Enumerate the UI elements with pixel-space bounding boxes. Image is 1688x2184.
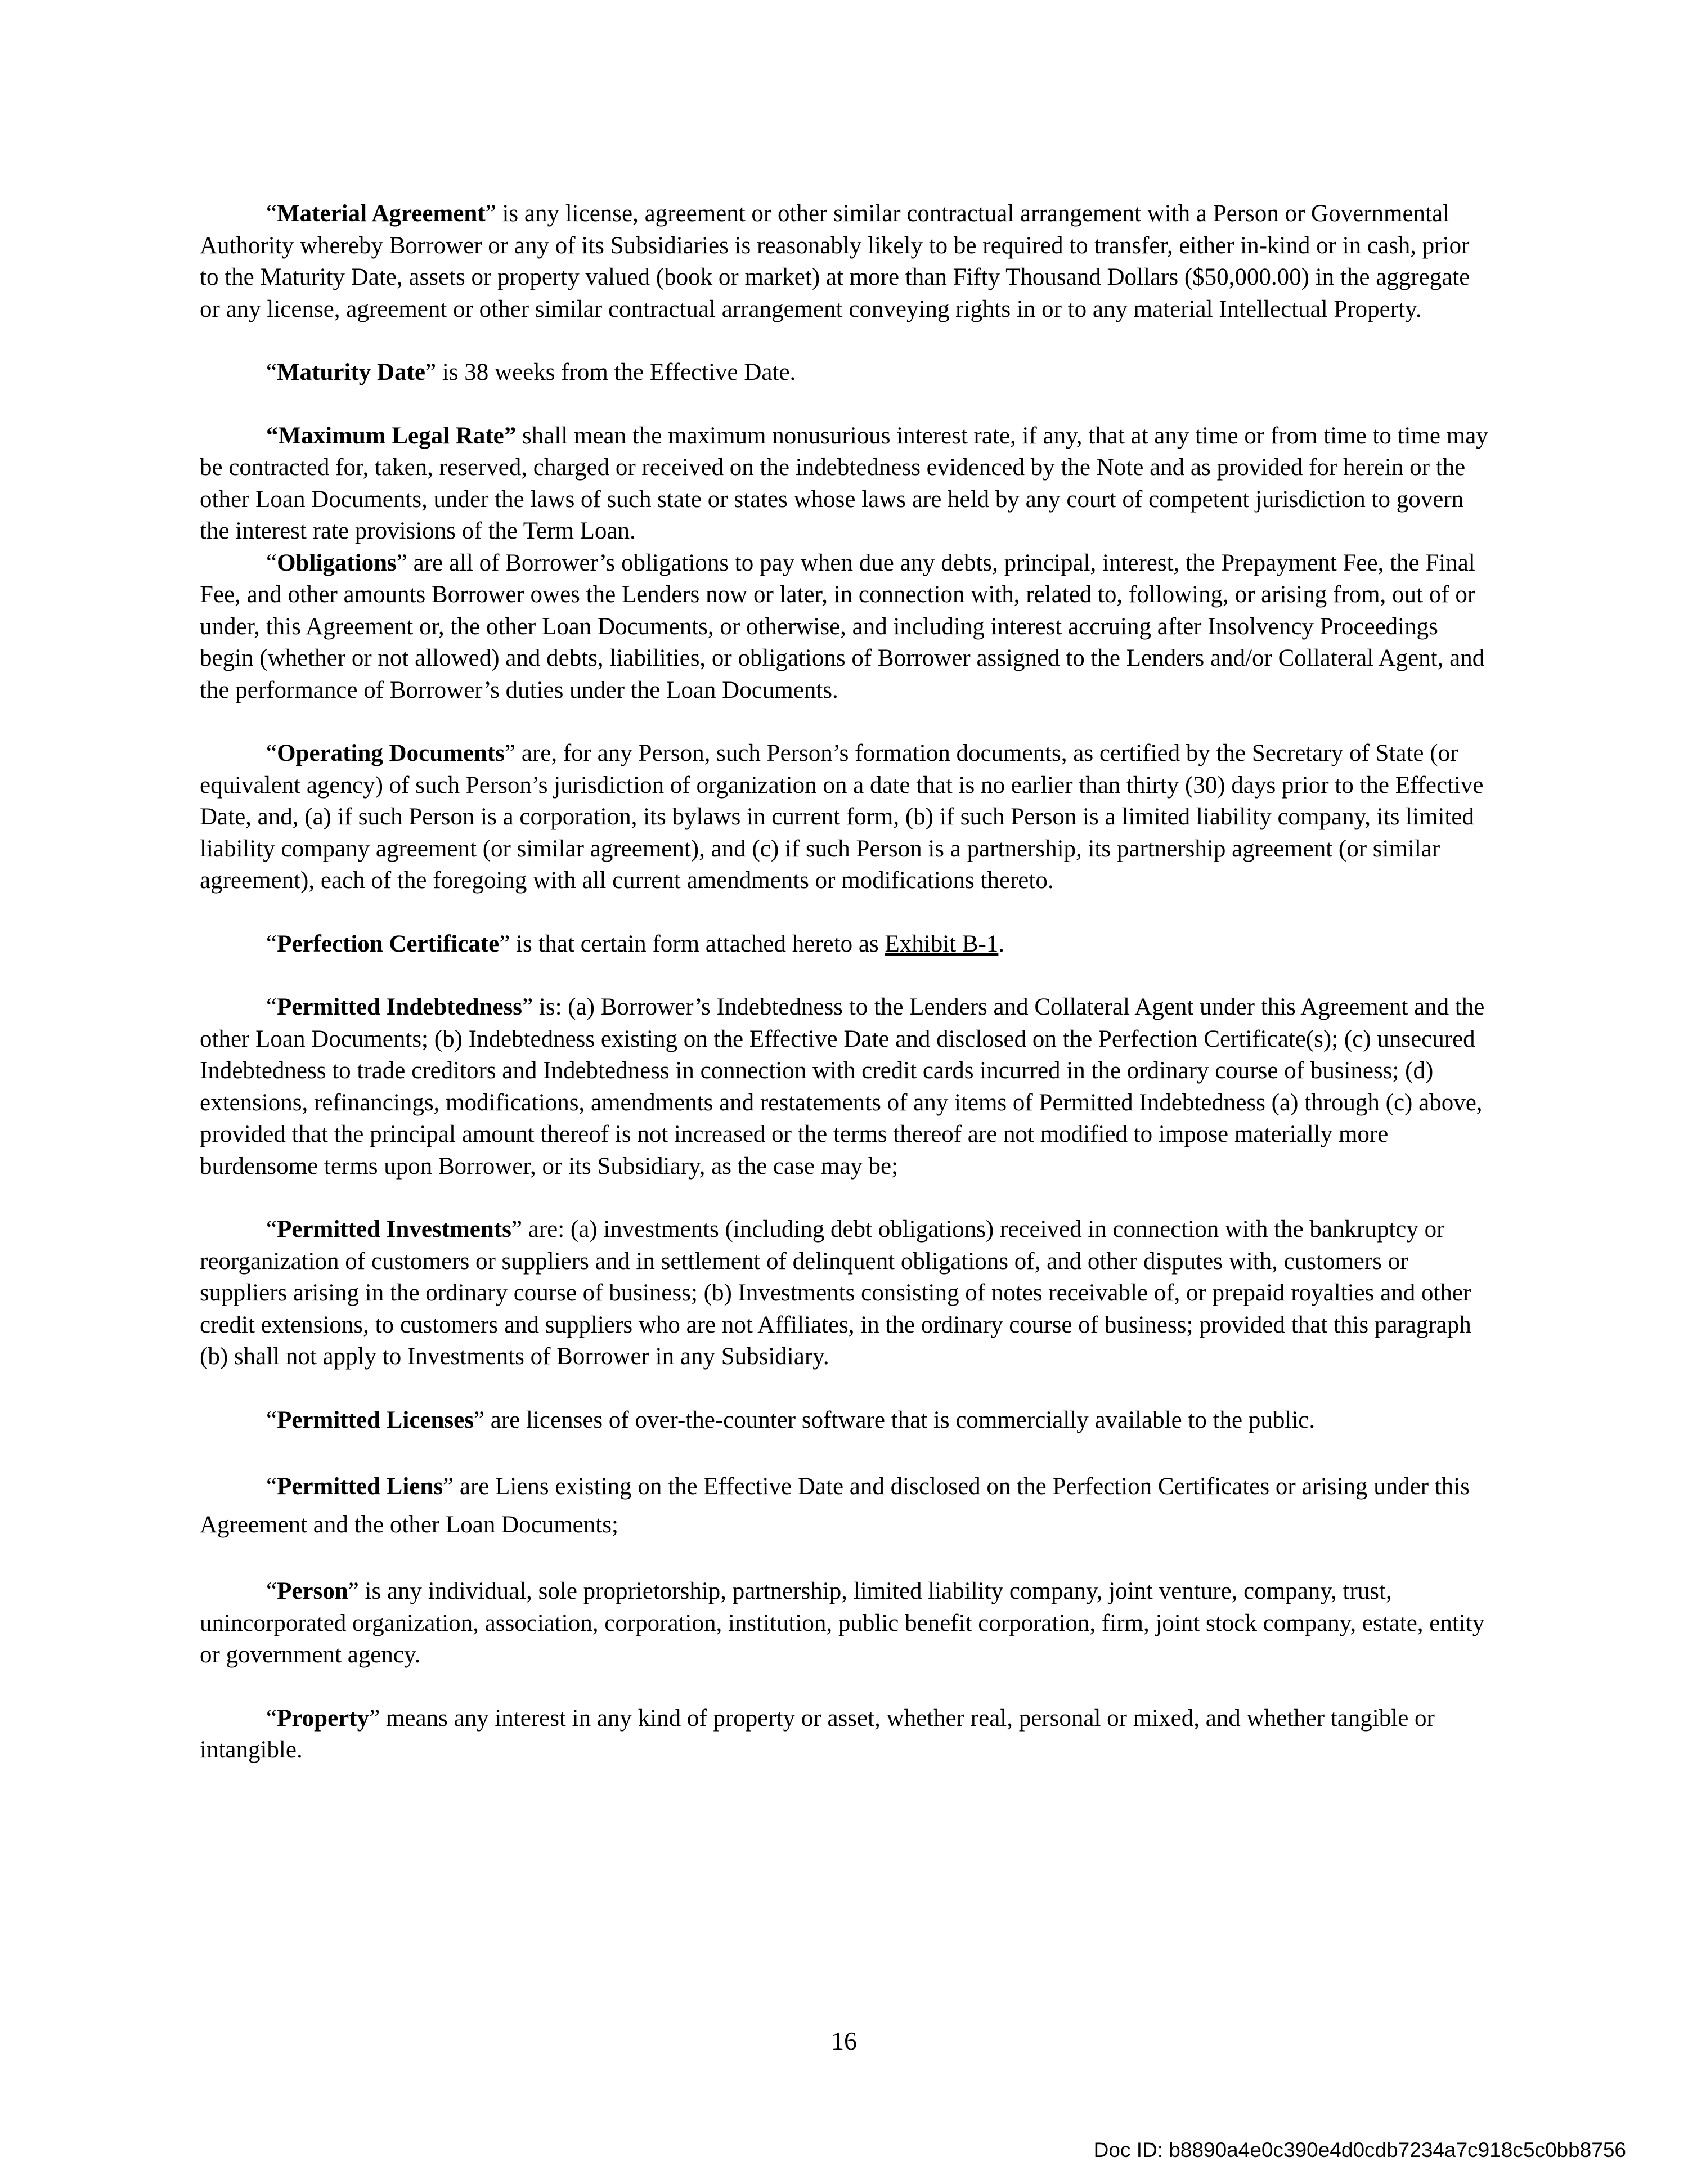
definition-text: is: (a) Borrower’s Indebtedness to the Lenders and Collateral Agent under this Agreement and the other Loan Documents; (b) Indebtedness existing on the Effective Date and disclosed on the Perfection Certificate(s); (c) unsecured Indebtedness to trade creditors and Indebtedness in connection with credit cards incurred in the ordinary course of business; (d) extensions, refinancings, modifications, amendments and restatements of any items of Permitted Indebtedness (a) through (c) above, provided that the principal amount thereof is not increased or the terms thereof are not modified to impose materially more burdensome terms upon Borrower, or its Subsidiary, as the case may be; [200, 994, 1485, 1180]
definition-permitted-licenses: “Permitted Licenses” are licenses of over-the-counter software that is commercially available to the public. [266, 1406, 1316, 1433]
definition-text: are Liens existing on the Effective Date and disclosed on the Perfection Certificates or arising under this Agreement and the other Loan Documents; [200, 1473, 1470, 1538]
defined-term: Maximum Legal Rate [278, 422, 504, 449]
defined-term: Maturity Date [277, 359, 425, 385]
defined-term: Property [277, 1705, 370, 1732]
defined-term: Perfection Certificate [277, 930, 500, 957]
defined-term: Obligations [277, 549, 397, 576]
definition-text-tail: . [998, 930, 1005, 957]
definition-text: are licenses of over-the-counter software that is commercially available to the public. [484, 1406, 1316, 1433]
definition-text: shall mean the maximum nonusurious interest rate, if any, that at any time or from time to time may be contracted for, taken, reserved, charged or received on the indebtedness evidenced by the Note and as provided for herein or the other Loan Documents, under the laws of such state or states whose laws are held by any court of competent jurisdiction to govern the interest rate provisions of the Term Loan. [200, 422, 1488, 544]
defined-term: Permitted Liens [277, 1473, 443, 1500]
defined-term: Permitted Investments [277, 1216, 511, 1243]
definition-text: is that certain form attached hereto as [510, 930, 885, 957]
definitions-section [200, 198, 1494, 1798]
definition-operating-documents: “Operating Documents” are, for any Person, such Person’s formation documents, as certified by the Secretary of State (or equivalent agency) of such Person’s jurisdiction of organization on a date that is no earlier than thirty (30) days prior to the Effective Date, and, (a) if such Person is a corporation, its bylaws in current form, (b) if such Person is a limited liability company, its limited liability company agreement (or similar agreement), and (c) if such Person is a partnership, its partnership agreement (or similar agreement), each of the foregoing with all current amendments or modifications thereto. [200, 740, 1484, 894]
definition-permitted-indebtedness: “Permitted Indebtedness” is: (a) Borrower’s Indebtedness to the Lenders and Collateral Agent under this Agreement and the other Loan Documents; (b) Indebtedness existing on the Effective Date and disclosed on the Perfection Certificate(s); (c) unsecured Indebtedness to trade creditors and Indebtedness in connection with credit cards incurred in the ordinary course of business; (d) extensions, refinancings, modifications, amendments and restatements of any items of Permitted Indebtedness (a) through (c) above, provided that the principal amount thereof is not increased or the terms thereof are not modified to impose materially more burdensome terms upon Borrower, or its Subsidiary, as the case may be; [200, 994, 1485, 1180]
definition-permitted-investments: “Permitted Investments” are: (a) investments (including debt obligations) received in connection with the bankruptcy or reorganization of customers or suppliers and in settlement of delinquent obligations of, and other disputes with, customers or suppliers arising in the ordinary course of business; (b) Investments consisting of notes receivable of, or prepaid royalties and other credit extensions, to customers and suppliers who are not Affiliates, in the ordinary course of business; provided that this paragraph (b) shall not apply to Investments of Borrower in any Subsidiary. [200, 1216, 1471, 1370]
defined-term: Permitted Indebtedness [277, 994, 523, 1020]
definition-perfection-certificate: “Perfection Certificate” is that certain form attached hereto as Exhibit B-1. [266, 930, 1005, 957]
defined-term: Material Agreement [277, 200, 486, 227]
definition-text: means any interest in any kind of property or asset, whether real, personal or mixed, and whether tangible or intangible. [200, 1705, 1435, 1763]
defined-term: Operating Documents [277, 740, 505, 766]
definition-permitted-liens: “Permitted Liens” are Liens existing on the Effective Date and disclosed on the Perfection Certificates or arising under this Agreement and the other Loan Documents; [200, 1473, 1470, 1538]
definition-maturity-date: “Maturity Date” is 38 weeks from the Effective Date. [266, 359, 796, 385]
definition-text: are: (a) investments (including debt obligations) received in connection with the bankruptcy or reorganization of customers or suppliers and in settlement of delinquent obligations of, and other disputes with, customers or suppliers arising in the ordinary course of business; (b) Investments consisting of notes receivable of, or prepaid royalties and other credit extensions, to customers and suppliers who are not Affiliates, in the ordinary course of business; provided that this paragraph (b) shall not apply to Investments of Borrower in any Subsidiary. [200, 1216, 1471, 1370]
doc-id: Doc ID: b8890a4e0c390e4d0cdb7234a7c918c5c0bb8756 [1093, 2138, 1626, 2161]
definition-property: “Property” means any interest in any kind of property or asset, whether real, personal or mixed, and whether tangible or intangible. [200, 1705, 1435, 1763]
definition-text: is any individual, sole proprietorship, partnership, limited liability company, joint venture, company, trust, unincorporated organization, association, corporation, institution, public benefit corporation, firm, joint stock company, estate, entity or government agency. [200, 1578, 1485, 1668]
definition-text: is any license, agreement or other similar contractual arrangement with a Person or Governmental Authority whereby Borrower or any of its Subsidiaries is reasonably likely to be required to transfer, either in-kind or in cash, prior to the Maturity Date, assets or property valued (book or market) at more than Fifty Thousand Dollars ($50,000.00) in the aggregate or any license, agreement or other similar contractual arrangement conveying rights in or to any material Intellectual Property. [200, 200, 1470, 322]
definition-maximum-legal-rate: “Maximum Legal Rate” shall mean the maximum nonusurious interest rate, if any, that at any time or from time to time may be contracted for, taken, reserved, charged or received on the indebtedness evidenced by the Note and as provided for herein or the other Loan Documents, under the laws of such state or states whose laws are held by any court of competent jurisdiction to govern the interest rate provisions of the Term Loan. [200, 422, 1488, 544]
definition-text: are, for any Person, such Person’s formation documents, as certified by the Secretary of State (or equivalent agency) of such Person’s jurisdiction of organization on a date that is no earlier than thirty (30) days prior to the Effective Date, and, (a) if such Person is a corporation, its bylaws in current form, (b) if such Person is a limited liability company, its limited liability company agreement (or similar agreement), and (c) if such Person is a partnership, its partnership agreement (or similar agreement), each of the foregoing with all current amendments or modifications thereto. [200, 740, 1484, 894]
definition-material-agreement: “Material Agreement” is any license, agreement or other similar contractual arrangement with a Person or Governmental Authority whereby Borrower or any of its Subsidiaries is reasonably likely to be required to transfer, either in-kind or in cash, prior to the Maturity Date, assets or property valued (book or market) at more than Fifty Thousand Dollars ($50,000.00) in the aggregate or any license, agreement or other similar contractual arrangement conveying rights in or to any material Intellectual Property. [200, 200, 1470, 322]
definition-text: is 38 weeks from the Effective Date. [436, 359, 796, 385]
exhibit-reference: Exhibit B-1 [885, 930, 999, 957]
definition-text: are all of Borrower’s obligations to pay when due any debts, principal, interest, the Prepayment Fee, the Final Fee, and other amounts Borrower owes the Lenders now or later, in connection with, related to, following, or arising from, out of or under, this Agreement or, the other Loan Documents, or otherwise, and including interest accruing after Insolvency Proceedings begin (whether or not allowed) and debts, liabilities, or obligations of Borrower assigned to the Lenders and/or Collateral Agent, and the performance of Borrower’s duties under the Loan Documents. [200, 549, 1485, 703]
definition-person: “Person” is any individual, sole proprietorship, partnership, limited liability company, joint venture, company, trust, unincorporated organization, association, corporation, institution, public benefit corporation, firm, joint stock company, estate, entity or government agency. [200, 1578, 1485, 1668]
defined-term: Person [277, 1578, 348, 1604]
definition-obligations: “Obligations” are all of Borrower’s obligations to pay when due any debts, principal, interest, the Prepayment Fee, the Final Fee, and other amounts Borrower owes the Lenders now or later, in connection with, related to, following, or arising from, out of or under, this Agreement or, the other Loan Documents, or otherwise, and including interest accruing after Insolvency Proceedings begin (whether or not allowed) and debts, liabilities, or obligations of Borrower assigned to the Lenders and/or Collateral Agent, and the performance of Borrower’s duties under the Loan Documents. [200, 549, 1485, 703]
page-number: 16 [831, 2026, 857, 2055]
defined-term: Permitted Licenses [277, 1406, 474, 1433]
